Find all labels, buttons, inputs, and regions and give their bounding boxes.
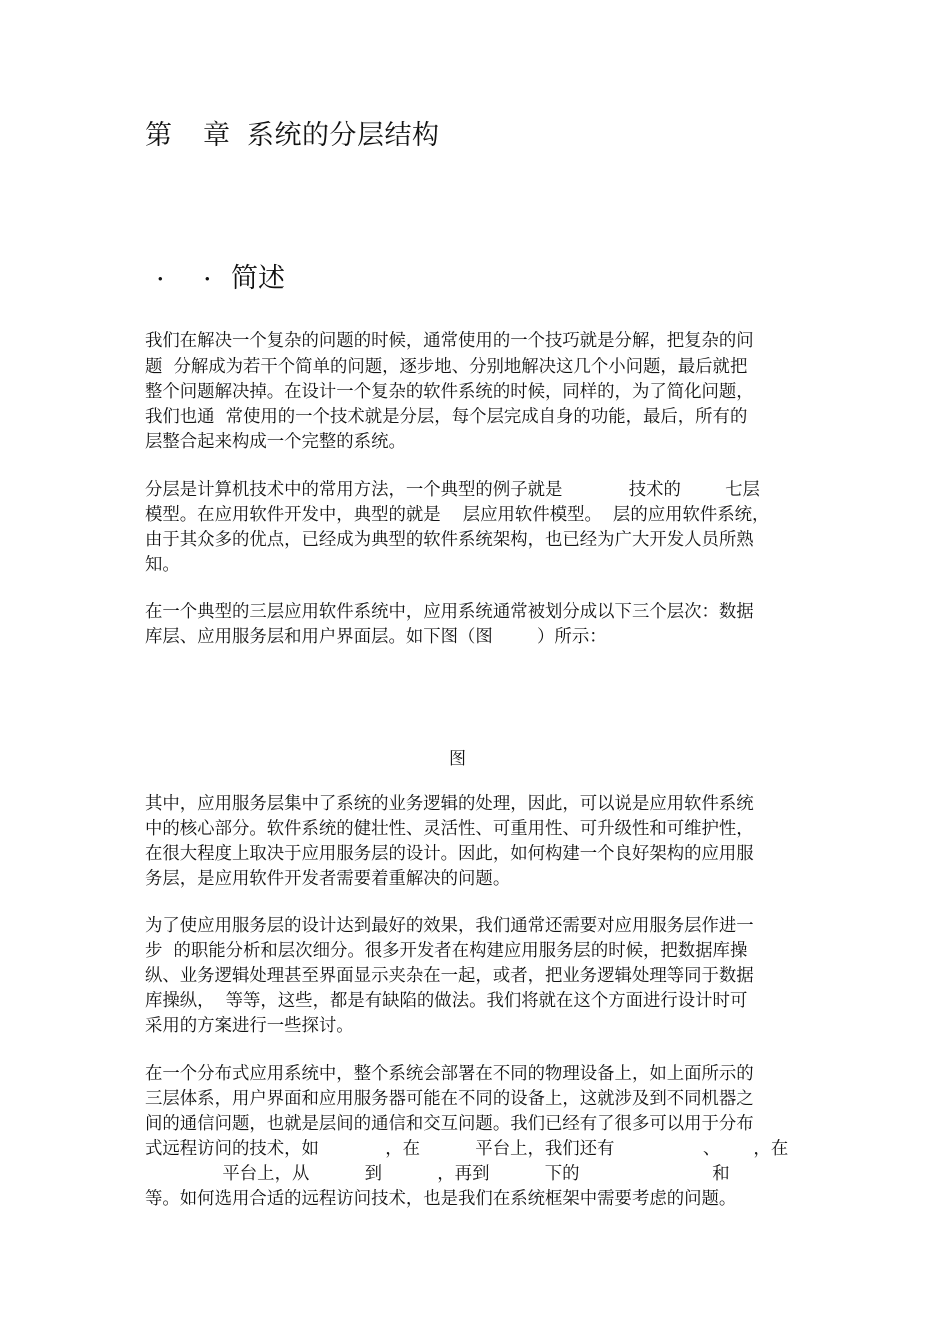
text-line: 分层是计算机技术中的常用方法，一个典型的例子就是 技术的 七层 <box>145 480 760 500</box>
text-line: 模型。在应用软件开发中，典型的就是 层应用软件模型。 层的应用软件系统， <box>145 505 770 525</box>
figure-caption: 图 <box>449 749 466 769</box>
text-line: 步 的职能分析和层次细分。很多开发者在构建应用服务层的时候，把数据库操 <box>145 941 748 961</box>
text-line: 我们在解决一个复杂的问题的时候，通常使用的一个技巧就是分解，把复杂的问 <box>145 331 754 351</box>
section-number-dot: . <box>156 256 165 287</box>
text-line: 由于其众多的优点，已经成为典型的软件系统架构，也已经为广大开发人员所熟 <box>145 530 754 550</box>
chapter-title-prefix: 第 <box>145 120 173 151</box>
text-line: 式远程访问的技术，如 ，在 平台上，我们还有 、 ，在 <box>145 1139 789 1159</box>
text-line: 平台上，从 到 ，再到 下的 和 <box>145 1164 730 1184</box>
text-line: 库操纵， 等等，这些，都是有缺陷的做法。我们将就在这个方面进行设计时可 <box>145 991 748 1011</box>
text-line: 务层，是应用软件开发者需要着重解决的问题。 <box>145 869 511 889</box>
text-line: 其中，应用服务层集中了系统的业务逻辑的处理，因此，可以说是应用软件系统 <box>145 794 754 814</box>
text-line: 整个问题解决掉。在设计一个复杂的软件系统的时候，同样的，为了简化问题， <box>145 382 754 402</box>
text-line: 我们也通 常使用的一个技术就是分层，每个层完成自身的功能，最后，所有的 <box>145 407 748 427</box>
section-number-dot: . <box>203 256 212 287</box>
text-line: 等。如何选用合适的远程访问技术，也是我们在系统框架中需要考虑的问题。 <box>145 1189 737 1209</box>
text-line: 采用的方案进行一些探讨。 <box>145 1016 354 1036</box>
text-line: 题 分解成为若干个简单的问题，逐步地、分别地解决这几个小问题，最后就把 <box>145 357 748 377</box>
text-line: 为了使应用服务层的设计达到最好的效果，我们通常还需要对应用服务层作进一 <box>145 916 754 936</box>
text-line: 纵、业务逻辑处理甚至界面显示夹杂在一起，或者，把业务逻辑处理等同于数据 <box>145 966 754 986</box>
text-line: 在一个典型的三层应用软件系统中，应用系统通常被划分成以下三个层次：数据 <box>145 602 754 622</box>
chapter-title-middle: 章 <box>203 120 231 151</box>
section-title: 简述 <box>231 263 285 294</box>
text-line: 层整合起来构成一个完整的系统。 <box>145 432 406 452</box>
text-line: 三层体系，用户界面和应用服务器可能在不同的设备上，这就涉及到不同机器之 <box>145 1089 754 1109</box>
text-line: 在一个分布式应用系统中，整个系统会部署在不同的物理设备上，如上面所示的 <box>145 1064 754 1084</box>
text-line: 库层、应用服务层和用户界面层。如下图（图 ）所示： <box>145 627 607 647</box>
text-line: 中的核心部分。软件系统的健壮性、灵活性、可重用性、可升级性和可维护性， <box>145 819 754 839</box>
text-line: 间的通信问题，也就是层间的通信和交互问题。我们已经有了很多可以用于分布 <box>145 1114 754 1134</box>
chapter-title-text: 系统的分层结构 <box>247 120 440 151</box>
text-line: 知。 <box>145 555 180 575</box>
text-line: 在很大程度上取决于应用服务层的设计。因此，如何构建一个良好架构的应用服 <box>145 844 754 864</box>
